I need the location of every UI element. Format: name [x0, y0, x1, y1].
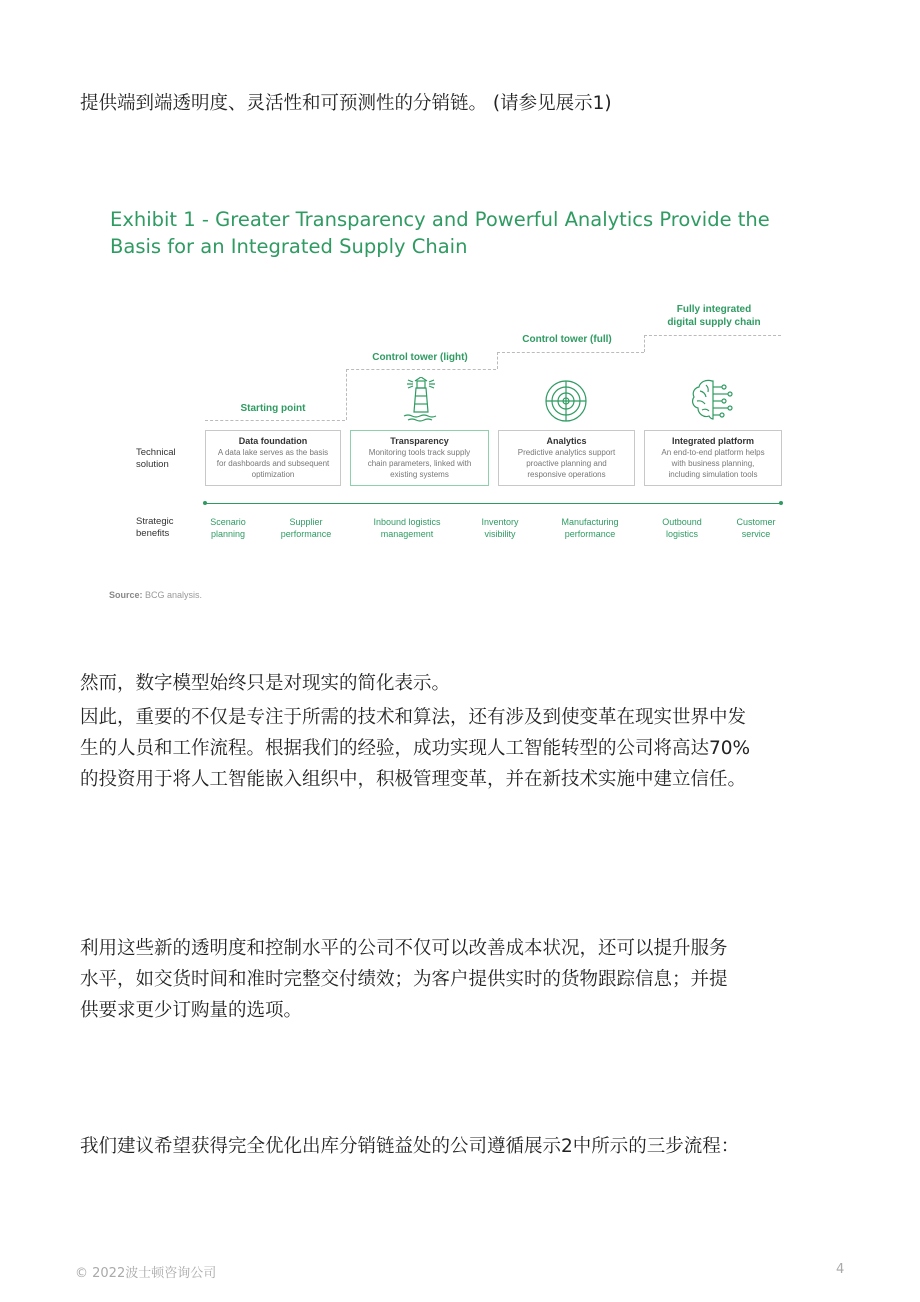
timeline-start-dot — [203, 501, 207, 505]
benefit-customer-service: Customer service — [736, 517, 776, 539]
stage-label-starting-point: Starting point — [240, 403, 306, 414]
benefits-timeline — [205, 503, 781, 504]
benefit-inbound-logistics: Inbound logistics management — [373, 517, 441, 539]
stair-line — [644, 335, 645, 352]
timeline-end-dot — [779, 501, 783, 505]
stage-label-control-tower-full: Control tower (full) — [522, 334, 612, 345]
paragraph-1: 然而，数字模型始终只是对现实的简化表示。 — [80, 673, 451, 694]
stair-line — [497, 352, 644, 353]
brain-circuit-icon — [690, 377, 736, 423]
benefit-supplier-performance: Supplier performance — [280, 517, 332, 539]
box-data-foundation: Data foundation A data lake serves as the basis for dashboards and subsequent optimization — [205, 430, 341, 486]
stair-line — [644, 335, 781, 336]
lighthouse-icon — [401, 377, 441, 423]
box-analytics: Analytics Predictive analytics support proactive planning and responsive operations — [498, 430, 635, 486]
paragraph-4: 我们建议希望获得完全优化出库分销链益处的公司遵循展示2中所示的三步流程： — [80, 1136, 740, 1157]
radar-target-icon — [544, 379, 588, 423]
stair-line — [497, 352, 498, 369]
paragraph-3: 利用这些新的透明度和控制水平的公司不仅可以改善成本状况，还可以提升服务 水平，如交货时间和准时完整交付绩效；为客户提供实时的货物跟踪信息；并提 供要求更少订购量的选项。 — [80, 938, 728, 1021]
exhibit-title-line1: Exhibit 1 - Greater Transparency and Powerful Analytics Provide the — [110, 208, 770, 231]
benefit-scenario-planning: Scenario planning — [210, 517, 246, 539]
box-transparency: Transparency Monitoring tools track supply chain parameters, linked with existing systems — [350, 430, 489, 486]
stair-line — [346, 369, 496, 370]
exhibit-title — [110, 206, 770, 260]
stage-label-fully-integrated: Fully integrated digital supply chain — [667, 304, 761, 328]
intro-paragraph: 提供端到端透明度、灵活性和可预测性的分销链。 (请参见展示1) — [80, 93, 612, 114]
stair-line — [205, 420, 345, 421]
row-label-technical-solution: Technical solution — [136, 447, 176, 470]
paragraph-2: 因此，重要的不仅是专注于所需的技术和算法，还有涉及到使变革在现实世界中发 生的人员和工作流程。根据我们的经验，成功实现人工智能转型的公司将高达70% 的投资用于将人工智能嵌入组织中，积极管理变革，并在新技术实施中建立信任。 — [80, 707, 751, 790]
benefit-manufacturing-performance: Manufacturing performance — [561, 517, 619, 539]
box-integrated-platform: Integrated platform An end-to-end platform helps with business planning, including simulation tools — [644, 430, 782, 486]
row-label-strategic-benefits: Strategic benefits — [136, 516, 174, 539]
stair-line — [346, 369, 347, 420]
exhibit-source: Source: BCG analysis. — [109, 590, 203, 600]
footer-copyright: © 2022波士顿咨询公司 — [75, 1266, 217, 1281]
stage-label-control-tower-light: Control tower (light) — [372, 352, 468, 363]
page-number: 4 — [836, 1262, 845, 1277]
benefit-outbound-logistics: Outbound logistics — [662, 517, 702, 539]
exhibit-title-line2: Basis for an Integrated Supply Chain — [110, 235, 468, 258]
benefit-inventory-visibility: Inventory visibility — [481, 517, 519, 539]
